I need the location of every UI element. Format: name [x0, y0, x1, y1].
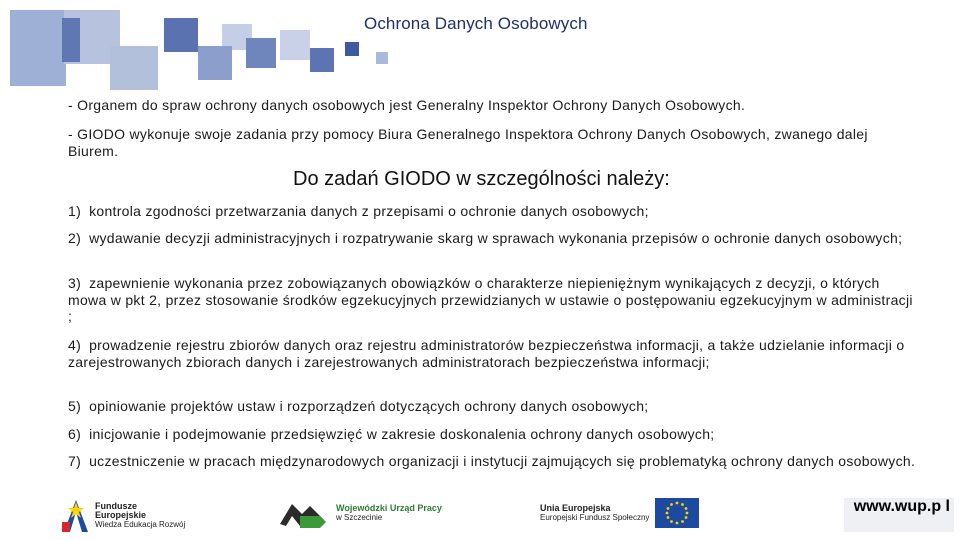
deco-square: [345, 42, 359, 56]
deco-square: [10, 10, 66, 86]
deco-square: [280, 30, 310, 60]
list-item: [68, 398, 918, 415]
deco-square: [62, 18, 80, 62]
intro-paragraph: - Organem do spraw ochrony danych osobowych jest Generalny Inspektor Ochrony Danych Osobowych.: [68, 97, 746, 113]
list-item-text: prowadzenie rejestru zbiorów danych oraz rejestru administratorów bezpieczeństwa informacji, a także udzielanie informacji o zarejestrowanych zbiorach danych i zarejestrowanych administratorach bezpieczeństwa informacji;: [68, 337, 905, 370]
website-link[interactable]: www.wup.p l: [844, 498, 954, 532]
fe-line2: Europejskie: [95, 509, 147, 520]
list-item-number: 5): [68, 398, 82, 414]
deco-square: [198, 46, 232, 80]
deco-square: [376, 52, 388, 64]
footer-logos: [0, 492, 960, 540]
list-item: [68, 203, 918, 220]
list-item: [68, 230, 918, 247]
fe-line3: Wiedza Edukacja Rozwój: [95, 519, 186, 529]
eu-flag-icon: [655, 498, 699, 528]
list-item-number: 3): [68, 275, 82, 291]
list-item-text: kontrola zgodności przetwarzania danych z przepisami o ochronie danych osobowych;: [89, 203, 649, 219]
ue-line1: Unia Europejska: [540, 503, 611, 513]
list-item-text: wydawanie decyzji administracyjnych i rozpatrywanie skarg w sprawach wykonania przepisów o ochronie danych osobowych;: [89, 230, 903, 246]
fe-line1: Fundusze: [95, 500, 137, 511]
fe-star-icon: [62, 498, 90, 532]
wup-logo: [280, 498, 442, 528]
fundusze-europejskie-logo: [62, 498, 185, 532]
list-item-number: 7): [68, 453, 82, 469]
wup-line1: Wojewódzki Urząd Pracy: [336, 503, 442, 513]
list-item: [68, 275, 918, 325]
deco-square: [246, 38, 276, 68]
wup-line2: w Szczecinie: [336, 513, 383, 522]
unia-europejska-logo: [540, 498, 699, 528]
page-title: Ochrona Danych Osobowych: [364, 14, 588, 33]
deco-square: [310, 48, 334, 72]
list-item-text: zapewnienie wykonania przez zobowiązanych obowiązków o charakterze niepieniężnym wynikających z decyzji, o których mowa w pkt 2, przez stosowanie środków egzekucyjnych przewidzianych w ustawie o postępowaniu egzekucyjnym w administracji ;: [68, 275, 913, 324]
intro-paragraph: - GIODO wykonuje swoje zadania przy pomocy Biura Generalnego Inspektora Ochrony Danych Osobowych, zwanego dalej Biurem.: [68, 126, 868, 159]
deco-square: [110, 46, 158, 90]
list-item: [68, 337, 918, 370]
list-item-text: opiniowanie projektów ustaw i rozporządzeń dotyczących ochrony danych osobowych;: [89, 398, 649, 414]
list-item-number: 4): [68, 337, 82, 353]
ue-line2: Europejski Fundusz Społeczny: [540, 513, 650, 522]
section-heading: Do zadań GIODO w szczególności należy:: [293, 168, 670, 190]
list-item-number: 6): [68, 426, 82, 442]
list-item: [68, 453, 918, 470]
wup-emblem-icon: [280, 498, 330, 528]
list-item-text: uczestniczenie w pracach międzynarodowych organizacji i instytucji zajmujących się problematyką ochrony danych osobowych.: [89, 453, 916, 469]
deco-square: [164, 18, 198, 52]
list-item-text: inicjowanie i podejmowanie przedsięwzięć w zakresie doskonalenia ochrony danych osobowych;: [89, 426, 715, 442]
list-item-number: 1): [68, 203, 82, 219]
list-item: [68, 426, 918, 443]
list-item-number: 2): [68, 230, 82, 246]
